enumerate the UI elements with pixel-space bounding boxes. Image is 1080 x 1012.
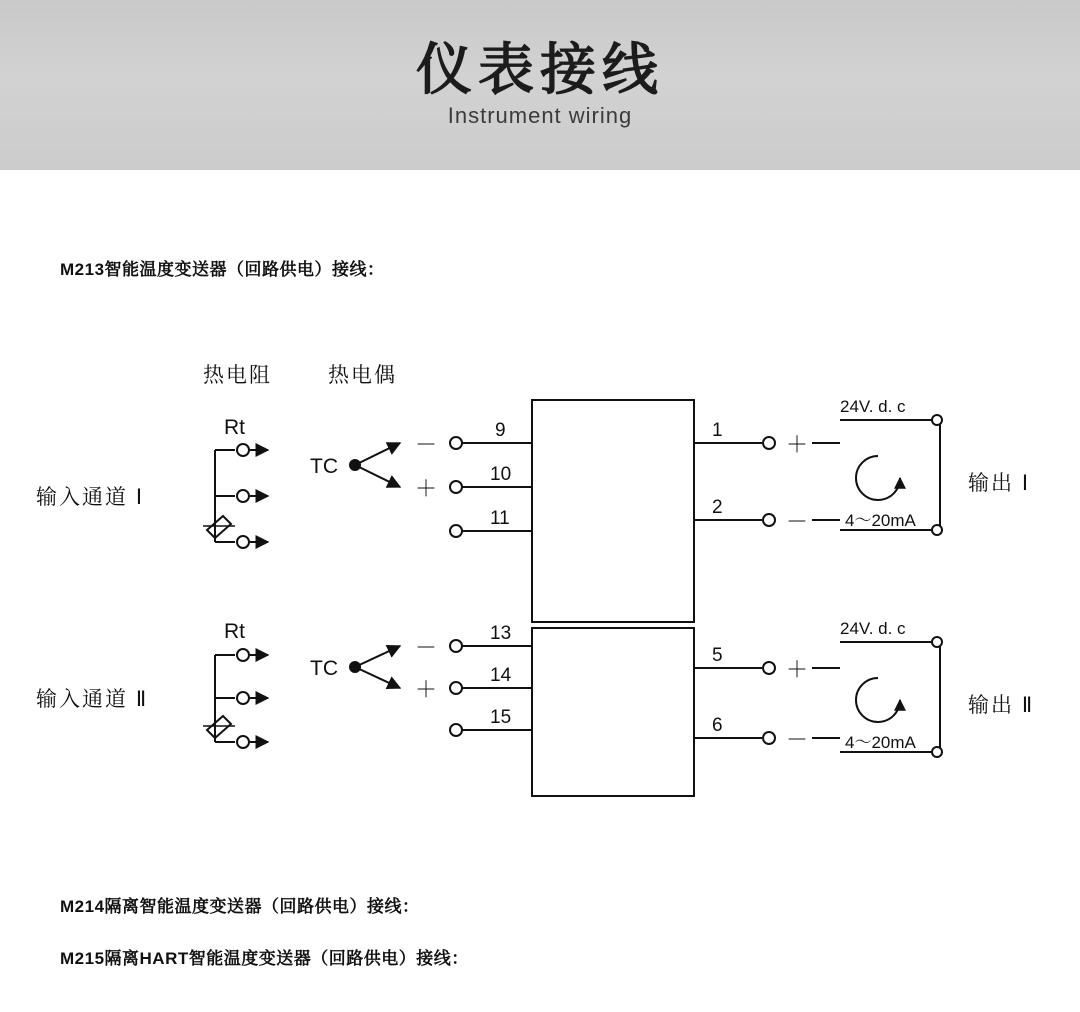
caption-m215: M215隔离HART智能温度变送器（回路供电）接线： — [60, 949, 469, 968]
ch1-terminal-9 — [450, 437, 462, 449]
ch2-tc-upper-branch — [355, 646, 400, 667]
ch1-terminal-10 — [450, 481, 462, 493]
terminal-label-1: 1 — [712, 420, 723, 441]
terminal-label-13: 13 — [490, 623, 512, 644]
ch1-terminal-11 — [450, 525, 462, 537]
label-rtd-header: 热电阻 — [203, 364, 272, 387]
output-sign-minus-1: － — [786, 509, 809, 534]
ch1-rt-terminal-3 — [237, 536, 249, 548]
page-title: 仪表接线 — [416, 37, 664, 101]
ch1-supply-terminal-bottom — [932, 525, 942, 535]
caption-m213: M213智能温度变送器（回路供电）接线： — [60, 260, 385, 279]
label-tc-header: 热电偶 — [328, 364, 397, 387]
terminal-label-2: 2 — [712, 497, 723, 518]
output-sign-minus-2: － — [786, 727, 809, 752]
ch1-rt-terminal-1 — [237, 444, 249, 456]
label-tc-minus-1: － — [415, 432, 438, 457]
terminal-label-11: 11 — [490, 508, 510, 529]
ch2-terminal-14 — [450, 682, 462, 694]
ch2-terminal-13 — [450, 640, 462, 652]
page-subtitle: Instrument wiring — [447, 103, 633, 129]
output-sign-plus-2: ＋ — [786, 657, 809, 682]
ch2-rt-element — [207, 716, 231, 738]
ch1-tc-lower-branch — [355, 465, 400, 487]
terminal-label-15: 15 — [490, 707, 512, 728]
ch2-terminal-15 — [450, 724, 462, 736]
caption-m214: M214隔离智能温度变送器（回路供电）接线： — [60, 897, 420, 916]
label-output-channel-2: 输出 Ⅱ — [968, 694, 1035, 717]
ch1-terminal-2 — [763, 514, 775, 526]
device-body-lower — [532, 628, 694, 796]
supply-label-2: 24V. d. c — [840, 619, 906, 638]
ch1-terminal-1 — [763, 437, 775, 449]
ch2-terminal-5 — [763, 662, 775, 674]
terminal-label-10: 10 — [490, 464, 512, 485]
output-sign-plus-1: ＋ — [786, 432, 809, 457]
ch2-supply-terminal-bottom — [932, 747, 942, 757]
ch2-supply-terminal-top — [932, 637, 942, 647]
label-output-channel-1: 输出 Ⅰ — [968, 472, 1031, 495]
ch2-terminal-6 — [763, 732, 775, 744]
ch2-rt-terminal-2 — [237, 692, 249, 704]
ch1-supply-terminal-top — [932, 415, 942, 425]
label-tc-1: TC — [310, 455, 338, 478]
supply-label-1: 24V. d. c — [840, 397, 906, 416]
current-label-1: 4～20mA — [845, 511, 916, 530]
ch2-rt-terminal-1 — [237, 649, 249, 661]
terminal-label-5: 5 — [712, 645, 723, 666]
ch2-current-arrow — [856, 678, 900, 722]
ch2-tc-lower-branch — [355, 667, 400, 688]
ch1-current-arrow — [856, 456, 900, 500]
label-tc-minus-2: － — [415, 635, 438, 660]
terminal-label-6: 6 — [712, 715, 723, 736]
wiring-diagram — [0, 330, 1080, 840]
label-input-channel-1: 输入通道 Ⅰ — [36, 486, 145, 509]
ch1-tc-upper-branch — [355, 443, 400, 465]
label-tc-plus-2: ＋ — [415, 677, 438, 702]
terminal-label-9: 9 — [495, 420, 506, 441]
label-rt-2: Rt — [224, 620, 245, 643]
current-label-2: 4～20mA — [845, 733, 916, 752]
ch1-rt-terminal-2 — [237, 490, 249, 502]
label-input-channel-2: 输入通道 Ⅱ — [36, 688, 149, 711]
label-tc-2: TC — [310, 657, 338, 680]
terminal-label-14: 14 — [490, 665, 512, 686]
label-tc-plus-1: ＋ — [415, 476, 438, 501]
page-header-banner — [0, 0, 1080, 170]
device-body-upper — [532, 400, 694, 622]
ch2-rt-terminal-3 — [237, 736, 249, 748]
label-rt-1: Rt — [224, 416, 245, 439]
ch1-rt-element — [207, 516, 231, 538]
